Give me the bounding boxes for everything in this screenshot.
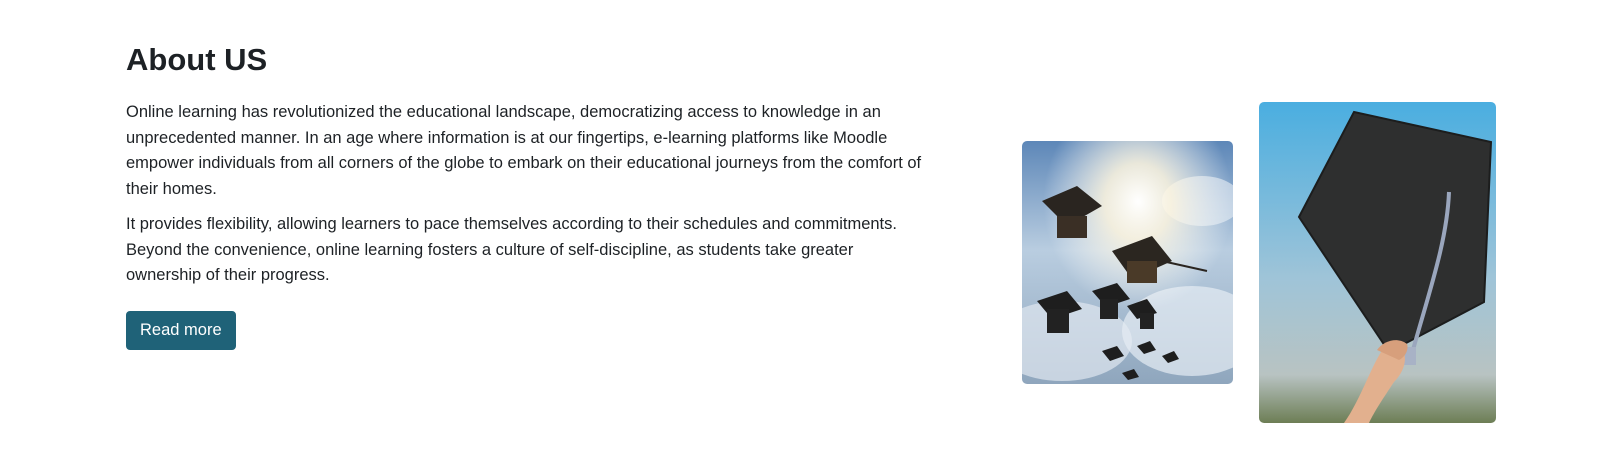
graduation-cap-held-up-photo (1259, 102, 1496, 423)
about-text-column (126, 40, 926, 350)
read-more-button[interactable]: Read more (126, 311, 236, 350)
about-paragraph-2: It provides flexibility, allowing learners to pace themselves according to their schedules and commitments. Beyond the convenience, online learning fosters a culture of self-discipline, as students take greater ownership of their progress. (126, 215, 897, 284)
graduation-caps-illustration (1022, 141, 1233, 384)
about-paragraph-1: Online learning has revolutionized the educational landscape, democratizing access to knowledge in an unprecedented manner. In an age where information is at our fingertips, e-learning platforms like Moodle empower individuals from all corners of the globe to embark on their educational journeys from the comfort of their homes. (126, 103, 922, 198)
graduation-cap-illustration (1259, 102, 1496, 423)
graduation-caps-thrown-photo (1022, 141, 1233, 384)
page-title: About US (126, 42, 268, 77)
